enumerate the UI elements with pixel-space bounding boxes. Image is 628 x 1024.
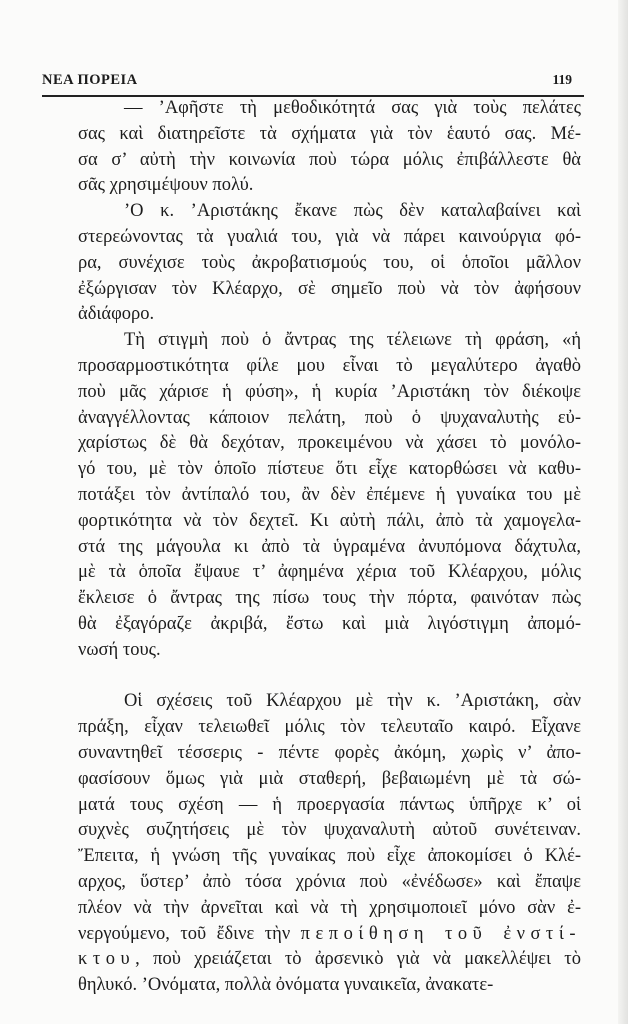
text-segment: νεργούμενο, τοῦ ἔδινε τὴν (78, 923, 301, 944)
text-line: Τὴ στιγμὴ ποὺ ὁ ἄντρας της τέλειωνε τὴ φράση, «ἡ (124, 330, 581, 351)
text-line (78, 947, 581, 973)
text-line: ἀναγγέλλοντας κάποιον πελάτη, ποὺ ὁ ψυχαναλυτὴς εὐ- (78, 407, 581, 428)
text-line: χαρίστως δὲ θὰ δεχόταν, προκειμένου νὰ χάσει τὸ μονόλο- (78, 433, 581, 454)
paragraph (78, 96, 581, 199)
body-text (78, 96, 581, 999)
text-line: πλέον νὰ τὴν ἀρνεῖται καὶ νὰ τὴ χρησιμοποιεῖ μόνο σὰν ἐ- (78, 897, 581, 918)
text-line: φασίσουν ὅμως γιὰ μιὰ σταθερή, βεβαιωμένη μὲ τὰ σώ- (78, 768, 581, 789)
text-line: ἔκλεισε ὁ ἄντρας της πίσω τους τὴν πόρτα, φαινόταν πὼς (78, 588, 581, 609)
text-line: ἀδιάφορο. (78, 304, 155, 325)
paragraph (78, 199, 581, 328)
text-line: μὲ τὰ ὁποῖα ἔψαυε τ’ ἀφημένα χέρια τοῦ Κλέαρχου, μόλις (78, 562, 581, 583)
page-edge-shadow (618, 0, 628, 1024)
text-line: σᾶς χρησιμέψουν πολύ. (78, 175, 254, 196)
text-line: γό του, μὲ τὸν ὁποῖο πίστευε ὅτι εἶχε κατορθώσει νὰ καθυ- (78, 459, 581, 480)
text-line: ποὺ μᾶς χάρισε ἡ φύση», ἡ κυρία ’Αριστάκη τὸν διέκοψε (78, 381, 581, 402)
text-line: — ’Αφῆστε τὴ μεθοδικότητά σας γιὰ τοὺς πελάτες (124, 98, 581, 118)
paragraph (78, 328, 581, 663)
text-line: προσαρμοστικότητα φίλε μου εἶναι τὸ μεγαλύτερο ἀγαθὸ (78, 355, 581, 376)
text-line: φορτικότητα νὰ τὸν δεχτεῖ. Κι αὐτὴ πάλι, ἀπὸ τὰ χαμογελα- (78, 510, 581, 531)
text-line: θηλυκό. ’Ονόματα, πολλὰ ὀνόματα γυναικεῖα, ἀνακατε- (78, 975, 494, 996)
text-line: σα σ’ αὐτὴ τὴν κοινωνία ποὺ τώρα μόλις ἐπιβάλλεστε θὰ (78, 149, 581, 170)
running-title: ΝΕΑ ΠΟΡΕΙΑ (42, 72, 138, 88)
text-line: ρα, συνέχισε τοὺς ἀκροβατισμούς του, οἱ ὁποῖοι μᾶλλον (78, 252, 581, 273)
text-line (78, 922, 581, 948)
text-line: συχνὲς συζητήσεις μὲ τὸν ψυχαναλυτὴ αὐτοῦ συνέτειναν. (78, 820, 581, 841)
text-line: Οἱ σχέσεις τοῦ Κλέαρχου μὲ τὴν κ. ’Αριστάκη, σὰν (124, 691, 581, 712)
letterspaced-text: πεποίθηση τοῦ ἐνστί- (300, 923, 581, 944)
text-line: ἐξώργισαν τὸν Κλέαρχο, σὲ σημεῖο ποὺ νὰ τὸν ἀφήσουν (78, 278, 581, 299)
text-line: στερεώνοντας τὰ γυαλιά του, γιὰ νὰ πάρει καινούργια φό- (78, 226, 581, 247)
text-line: σας καὶ διατηρεῖστε τὰ σχήματα γιὰ τὸν ἑαυτό σας. Μέ- (78, 123, 581, 144)
paragraph (78, 689, 581, 999)
text-line: νωσή τους. (78, 639, 161, 660)
text-line: ποτάξει τὸν ἀντίπαλό του, ἂν δὲν ἐπέμενε ἡ γυναίκα του μὲ (78, 484, 581, 505)
text-line: αρχος, ὕστερ’ ἀπὸ τόσα χρόνια ποὺ «ἐνέδωσε» καὶ ἔπαψε (78, 871, 581, 892)
text-line: ’Ο κ. ’Αριστάκης ἔκανε πὼς δὲν καταλαβαίνει καὶ (124, 201, 581, 222)
text-line: Ἔπειτα, ἡ γνώση τῆς γυναίκας ποὺ εἶχε ἀποκομίσει ὁ Κλέ- (78, 846, 581, 867)
page-number: 119 (552, 72, 572, 87)
text-segment: , ποὺ χρειάζεται τὸ ἀρσενικὸ γιὰ νὰ μακελλέψει τὸ (135, 949, 581, 970)
text-line: θὰ ἐξαγόραζε ἀκριβά, ἔστω καὶ μιὰ λιγόστιγμη ἀπομό- (78, 613, 581, 634)
text-line: συναντηθεῖ τέσσερις - πέντε φορὲς ἀκόμη, χωρὶς ν’ ἀπο- (78, 742, 581, 763)
text-line: ματά τους σχέση — ἡ προεργασία πάντως ὑπῆρχε κ’ οἱ (78, 794, 581, 815)
paragraph-gap (78, 664, 581, 690)
page-header (42, 72, 572, 94)
letterspaced-text: κτου (78, 949, 136, 970)
text-line: στά της μάγουλα κι ἀπὸ τὰ ὑγραμένα ἀνυπόμονα δάχτυλα, (78, 536, 581, 557)
text-line: πράξη, εἶχαν τελειωθεῖ μόλις τὸν τελευταῖο καιρό. Εἶχανε (78, 717, 581, 738)
